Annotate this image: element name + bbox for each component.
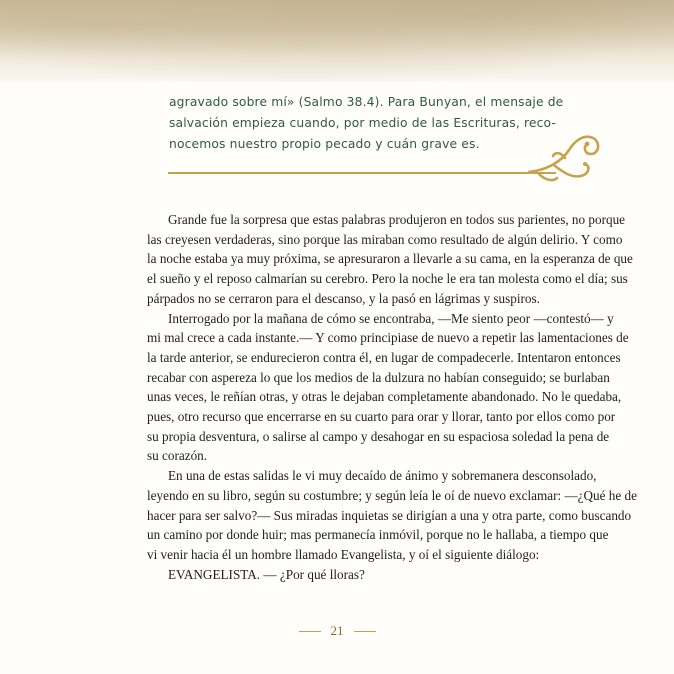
text-line: la noche estaba ya muy próxima, se apresuraron a llevarle a su cama, en la esperanza de que xyxy=(147,251,633,267)
text-line: recabar con aspereza lo que los medios de la dulzura no habían conseguido; se burlaban xyxy=(147,369,610,385)
text-line: el sueño y el reposo calmarían su cerebro. Pero la noche le era tan molesta como el día; sus xyxy=(147,271,628,287)
paragraph xyxy=(126,565,582,585)
text-line: vi venir hacia él un hombre llamado Evangelista, y oí el siguiente diálogo: xyxy=(147,546,540,562)
page-number-rule-right xyxy=(354,631,376,632)
paragraph xyxy=(126,309,629,467)
body-text xyxy=(126,210,637,584)
text-line: su propia desventura, o salirse al campo y desahogar en su espaciosa soledad la pena de xyxy=(147,428,610,444)
text-line: EVANGELISTA. — ¿Por qué lloras? xyxy=(168,566,365,582)
text-line: mi mal crece a cada instante.— Y como principiase de nuevo a repetir las lamentaciones de xyxy=(147,330,629,346)
text-line: párpados no se cerraron para el descanso, y la pasó en lágrimas y suspiros. xyxy=(147,290,540,306)
text-line: las creyesen verdaderas, sino porque las miraban como resultado de algún delirio. Y como xyxy=(147,231,623,247)
paragraph xyxy=(126,210,633,309)
page-number: 21 xyxy=(330,623,344,638)
commentary-line: nocemos nuestro propio pecado y cuán grave es. xyxy=(169,137,480,151)
text-line: Grande fue la sorpresa que estas palabras produjeron en todos sus parientes, no porque xyxy=(168,212,626,227)
text-line: Interrogado por la mañana de cómo se encontraba, —Me siento peor —contestó— y xyxy=(168,310,614,326)
commentary-box xyxy=(169,92,564,155)
parchment-header-band xyxy=(0,0,674,82)
text-line: pues, otro recurso que encerrarse en su cuarto para orar y llorar, tanto por ellos como por xyxy=(147,409,616,425)
text-line: En una de estas salidas le vi muy decaído de ánimo y sobremanera desconsolado, xyxy=(168,468,597,484)
paragraph xyxy=(126,466,637,565)
text-line: un camino por donde huir; mas permanecía inmóvil, porque no le hallaba, a tiempo que xyxy=(147,527,609,543)
commentary-divider xyxy=(168,172,556,174)
page-number-rule-left xyxy=(299,631,321,632)
text-line: unas veces, le reñían otras, y otras le dejaban completamente abandonado. No le quedaba, xyxy=(147,389,622,405)
text-line: la tarde anterior, se endurecieron contra él, en lugar de compadecerle. Intentaron entonces xyxy=(147,349,621,365)
commentary-line: agravado sobre mí» (Salmo 38.4). Para Bunyan, el mensaje de xyxy=(169,95,564,109)
text-line: leyendo en su libro, según su costumbre; y según leía le oí de nuevo exclamar: —¿Qué he de xyxy=(147,487,637,503)
text-line: su corazón. xyxy=(147,448,208,464)
commentary-line: salvación empieza cuando, por medio de las Escrituras, reco- xyxy=(169,116,557,130)
page-number-footer xyxy=(0,622,674,640)
flourish-ornament-icon xyxy=(525,122,605,186)
text-line: hacer para ser salvo?— Sus miradas inquietas se dirigían a una y otra parte, como buscando xyxy=(147,507,632,523)
